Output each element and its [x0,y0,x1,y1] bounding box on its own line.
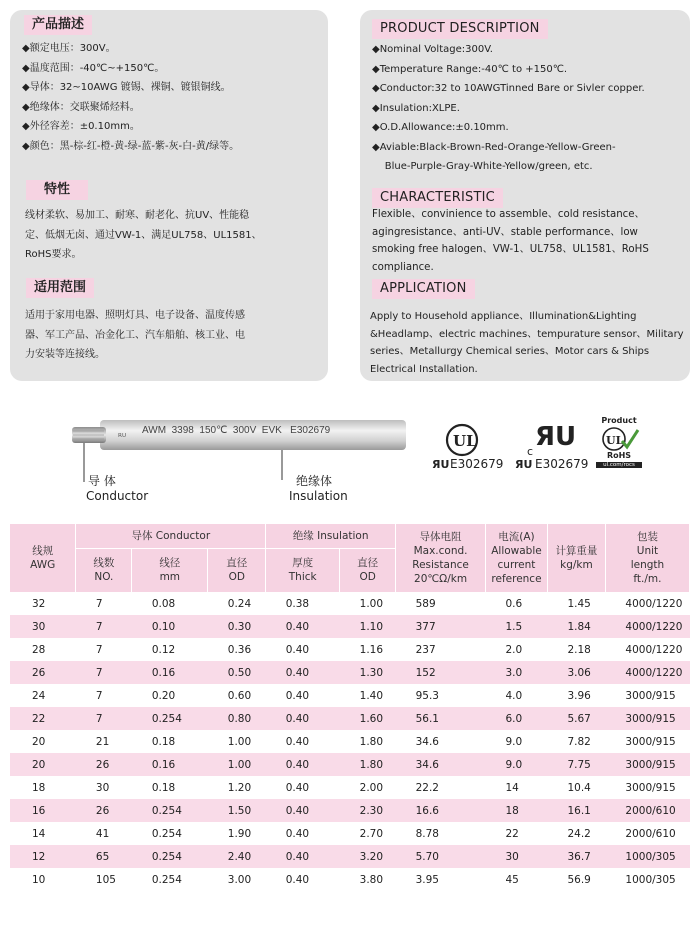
table-cell: 2.00 [340,776,396,799]
svg-text:c: c [527,445,534,458]
table-cell: 3000/915 [605,707,689,730]
cn-desc-line: ◆额定电压：300V。 [22,43,116,54]
en-desc-line: ◆Conductor:32 to 10AWGTinned Bare or Sivler copper. [372,83,645,94]
table-cell: 16.1 [547,799,605,822]
table-cell: 16.6 [396,799,486,822]
table-cell: 21 [76,730,132,753]
table-row [10,592,690,615]
table-cell: 0.16 [132,661,208,684]
table-cell: 3000/915 [605,776,689,799]
en-desc-line: ◆Temperature Range:-40℃ to +150℃. [372,63,568,75]
table-cell: 20 [10,730,76,753]
header-resistance: 导体电阻 Max.cond. Resistance 20℃Ω/km [396,524,486,592]
header-strands: 线数 NO. [76,548,132,592]
table-cell: 1.20 [208,776,266,799]
table-cell: 152 [396,661,486,684]
table-cell: 0.50 [208,661,266,684]
table-cell: 0.40 [266,730,340,753]
table-cell: 7 [76,592,132,615]
table-cell: 2.40 [208,845,266,868]
table-cell: 0.12 [132,638,208,661]
table-cell: 1.80 [340,753,396,776]
table-cell: 589 [396,592,486,615]
table-cell: 0.254 [132,799,208,822]
table-cell: 3.00 [208,868,266,891]
table-cell: 4000/1220 [605,615,689,638]
table-cell: 2.0 [486,638,548,661]
table-cell: 7 [76,684,132,707]
ru-mark-icon [432,457,450,471]
en-desc-line: Blue-Purple-Gray-White-Yellow/green, etc. [372,161,593,172]
table-row [10,868,690,891]
en-char-title: CHARACTERISTIC [372,188,503,208]
table-cell: 0.40 [266,661,340,684]
en-app-title: APPLICATION [372,279,475,299]
table-cell: 6.0 [486,707,548,730]
table-cell: 7.75 [547,753,605,776]
table-cell: 0.40 [266,822,340,845]
en-char-line: compliance. [372,261,434,273]
svg-text:ЯU: ЯU [535,422,577,452]
table-cell: 0.254 [132,822,208,845]
en-desc-line: ◆Nominal Voltage:300V. [372,44,493,55]
table-cell: 0.18 [132,776,208,799]
header-insulation-od: 直径 OD [340,548,396,592]
header-conductor: 导体 Conductor [76,524,266,548]
en-app-line: Apply to Household appliance、Illumination&Lighting [370,311,637,322]
table-cell: 2.30 [340,799,396,822]
table-cell: 30 [486,845,548,868]
en-desc-title: PRODUCT DESCRIPTION [372,19,548,39]
en-char-text [372,206,687,276]
cn-app-title: 适用范围 [26,278,94,298]
table-cell: 18 [486,799,548,822]
table-cell: 237 [396,638,486,661]
table-cell: 26 [76,753,132,776]
table-cell: 22 [10,707,76,730]
ul-file-number: E302679 [450,457,504,471]
en-desc-line: ◆Aviable:Black-Brown-Red-Orange-Yellow-Green- [372,141,616,153]
table-cell: 1.84 [547,615,605,638]
table-cell: 32 [10,592,76,615]
table-cell: 7 [76,638,132,661]
table-row [10,822,690,845]
table-cell: 1.40 [340,684,396,707]
table-cell: 45 [486,868,548,891]
cn-desc-title: 产品描述 [24,15,92,35]
table-cell: 4000/1220 [605,661,689,684]
table-cell: 0.16 [132,753,208,776]
table-row [10,753,690,776]
cn-desc-line: ◆温度范围：-40℃~+150℃。 [22,62,165,74]
table-cell: 1.16 [340,638,396,661]
en-desc-list [372,40,645,177]
header-package: 包装 Unit length ft./m. [605,524,689,592]
table-cell: 1.50 [208,799,266,822]
table-cell: 0.254 [132,845,208,868]
table-cell: 28 [10,638,76,661]
table-row [10,661,690,684]
table-cell: 1.90 [208,822,266,845]
table-cell: 2000/610 [605,822,689,845]
table-cell: 36.7 [547,845,605,868]
rohs-mark-text: RoHS [606,451,632,460]
table-cell: 0.10 [132,615,208,638]
cn-char-line: 线材柔软、易加工、耐寒、耐老化、抗UV、性能稳 [25,210,250,221]
table-cell: 0.40 [266,638,340,661]
table-cell: 9.0 [486,753,548,776]
table-cell: 56.9 [547,868,605,891]
table-row [10,799,690,822]
table-cell: 3.0 [486,661,548,684]
table-cell: 16 [10,799,76,822]
table-cell: 0.36 [208,638,266,661]
svg-text:UL: UL [606,434,624,447]
table-cell: 1000/305 [605,845,689,868]
table-cell: 22 [486,822,548,845]
table-cell: 0.30 [208,615,266,638]
table-cell: 1.00 [340,592,396,615]
table-cell: 3.80 [340,868,396,891]
en-app-text [370,308,688,378]
conductor-label-en: Conductor [86,489,149,503]
table-cell: 30 [10,615,76,638]
cn-char-line: 定、低烟无卤、通过VW-1、满足UL758、UL1581、 [25,229,262,241]
cn-desc-line: ◆颜色：黑-棕-红-橙-黄-绿-蓝-紫-灰-白-黄/绿等。 [22,140,240,152]
cable-ul-mark: ᴿᵁ [118,433,127,443]
table-cell: 18 [10,776,76,799]
ul-listed-icon [440,420,488,460]
table-row [10,638,690,661]
cn-char-text [25,206,323,265]
cn-desc-line: ◆绝缘体：交联聚烯烃料。 [22,101,140,113]
svg-text:UL: UL [453,432,477,450]
conductor-label-cn: 导 体 [88,474,116,488]
cru-file-number: E302679 [535,457,589,471]
table-cell: 1.5 [486,615,548,638]
header-insulation: 绝缘 Insulation [266,524,396,548]
table-cell: 7 [76,615,132,638]
rohs-badge [596,416,642,474]
table-row [10,730,690,753]
cable-print-text: AWM 3398 150℃ 300V EVK E302679 [142,425,331,436]
table-row [10,684,690,707]
cn-desc-line: ◆外径容差：±0.10mm。 [22,121,140,132]
table-cell: 56.1 [396,707,486,730]
table-cell: 0.40 [266,845,340,868]
table-cell: 14 [10,822,76,845]
table-cell: 24 [10,684,76,707]
table-cell: 1.00 [208,730,266,753]
table-cell: 7 [76,707,132,730]
table-row [10,776,690,799]
table-cell: 26 [76,799,132,822]
table-cell: 26 [10,661,76,684]
en-app-line: &Headlamp、electric machines、tempurature sensor、Military [370,328,684,340]
en-char-line: agingresistance、anti-UV、stable performance、low [372,226,638,238]
cn-desc-list [22,39,239,156]
table-cell: 377 [396,615,486,638]
table-cell: 24.2 [547,822,605,845]
cn-char-title: 特性 [26,180,88,200]
table-cell: 0.254 [132,868,208,891]
table-cell: 3.20 [340,845,396,868]
table-cell: 7.82 [547,730,605,753]
table-cell: 0.40 [266,776,340,799]
table-row [10,707,690,730]
cn-app-line: 力安装等连接线。 [25,349,105,360]
table-row [10,615,690,638]
table-cell: 95.3 [396,684,486,707]
table-cell: 0.6 [486,592,548,615]
table-cell: 0.80 [208,707,266,730]
table-cell: 3000/915 [605,753,689,776]
svg-text:ЯU: ЯU [515,458,533,471]
table-cell: 3.06 [547,661,605,684]
rohs-url-text: ul.com/rocs [596,462,642,468]
table-cell: 2.70 [340,822,396,845]
table-cell: 0.254 [132,707,208,730]
table-cell: 9.0 [486,730,548,753]
svg-text:ЯU: ЯU [432,458,450,471]
table-cell: 1.45 [547,592,605,615]
table-cell: 14 [486,776,548,799]
table-cell: 1.60 [340,707,396,730]
table-cell: 3.96 [547,684,605,707]
table-cell: 0.40 [266,799,340,822]
header-thickness: 厚度 Thick [266,548,340,592]
table-cell: 7 [76,661,132,684]
table-cell: 105 [76,868,132,891]
table-cell: 0.18 [132,730,208,753]
table-cell: 5.70 [396,845,486,868]
table-cell: 65 [76,845,132,868]
rohs-top-text: Product [601,416,637,425]
table-cell: 20 [10,753,76,776]
table-cell: 1.00 [208,753,266,776]
cn-char-line: RoHS要求。 [25,249,82,260]
table-cell: 5.67 [547,707,605,730]
table-cell: 12 [10,845,76,868]
header-weight: 计算重量 kg/km [547,524,605,592]
table-cell: 0.40 [266,684,340,707]
table-row [10,845,690,868]
table-cell: 2.18 [547,638,605,661]
table-cell: 3000/915 [605,730,689,753]
table-cell: 2000/610 [605,799,689,822]
insulation-label-en: Insulation [289,489,348,503]
cn-app-line: 器、军工产品、冶金化工、汽车船舶、核工业、电 [25,329,245,341]
table-cell: 41 [76,822,132,845]
table-cell: 1.30 [340,661,396,684]
table-cell: 1.10 [340,615,396,638]
table-cell: 4000/1220 [605,592,689,615]
en-desc-line: ◆O.D.Allowance:±0.10mm. [372,122,509,133]
table-cell: 0.40 [266,707,340,730]
table-cell: 8.78 [396,822,486,845]
cn-app-line: 适用于家用电器、照明灯具、电子设备、温度传感 [25,310,245,321]
cn-desc-line: ◆导体：32~10AWG 镀锡、裸铜、镀银铜线。 [22,82,231,93]
en-char-line: Flexible、convinience to assemble、cold resistance、 [372,209,645,220]
insulation-label-cn: 绝缘体 [296,474,333,488]
table-cell: 0.24 [208,592,266,615]
table-cell: 3000/915 [605,684,689,707]
en-app-line: Electrical Installation. [370,363,478,375]
en-app-line: series、Metallurgy Chemical series、Motor cars & Ships [370,346,650,357]
header-conductor-od: 直径 OD [208,548,266,592]
table-cell: 0.40 [266,868,340,891]
table-cell: 0.40 [266,753,340,776]
table-cell: 10 [10,868,76,891]
header-current: 电流(A) Allowable current reference [486,524,548,592]
table-cell: 0.38 [266,592,340,615]
table-cell: 34.6 [396,753,486,776]
en-desc-line: ◆Insulation:XLPE. [372,102,460,114]
ru-mark-icon-2 [515,457,533,471]
table-cell: 1000/305 [605,868,689,891]
en-char-line: smoking free halogen、VW-1、UL758、UL1581、RoHS [372,244,649,255]
table-cell: 0.40 [266,615,340,638]
cn-app-text [25,306,323,365]
table-cell: 4.0 [486,684,548,707]
table-cell: 3.95 [396,868,486,891]
table-cell: 0.20 [132,684,208,707]
header-strand-dia: 线径 mm [132,548,208,592]
table-cell: 10.4 [547,776,605,799]
table-cell: 30 [76,776,132,799]
header-awg: 线规 AWG [10,524,76,592]
table-cell: 0.08 [132,592,208,615]
table-cell: 1.80 [340,730,396,753]
table-cell: 4000/1220 [605,638,689,661]
table-cell: 22.2 [396,776,486,799]
specification-table [10,524,690,891]
table-cell: 34.6 [396,730,486,753]
table-cell: 0.60 [208,684,266,707]
table-body [10,592,690,891]
